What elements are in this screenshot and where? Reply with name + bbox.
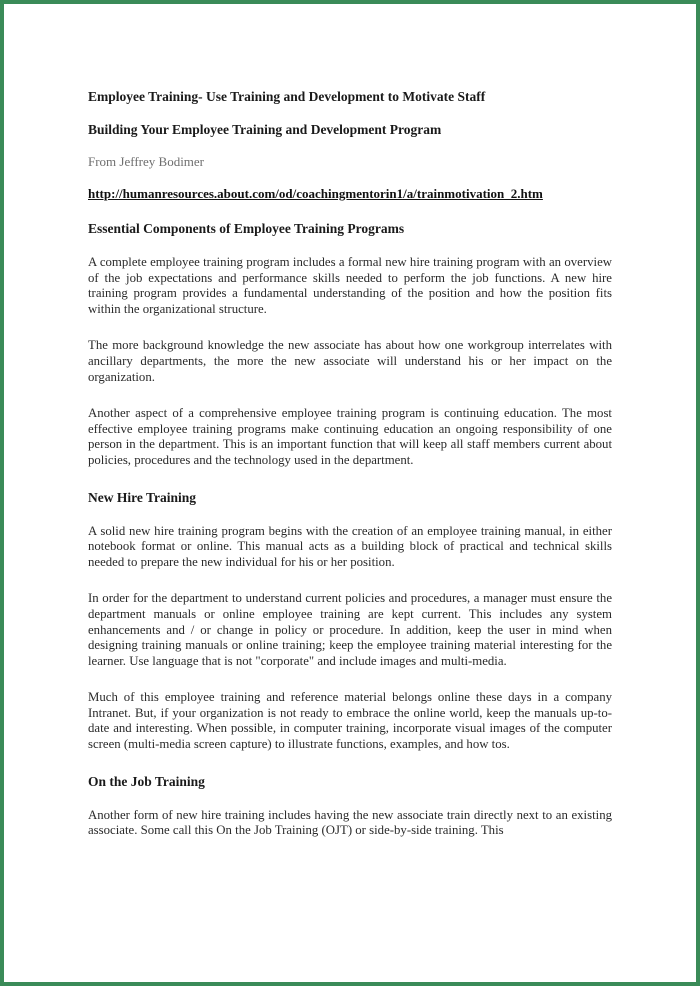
paragraph: Another aspect of a comprehensive employee training program is continuing education. The most effective employee training programs make continuing education an ongoing responsibility of one person in the department. This is an important function that will keep all staff members current about policies, procedures and the technology used in the department. [88, 406, 612, 467]
paragraph: Another form of new hire training includes having the new associate train directly next to an existing associate. Some call this On the Job Training (OJT) or side-by-side training. This [88, 807, 612, 838]
paragraph: The more background knowledge the new associate has about how one workgroup interrelates with ancillary departments, the more the new associate will understand his or her impact on the organization. [88, 338, 612, 384]
section-heading: On the Job Training [88, 773, 205, 789]
section-new-hire-training [88, 490, 612, 753]
section-essential-components [88, 221, 612, 469]
document-title: Employee Training- Use Training and Development to Motivate Staff [88, 89, 486, 104]
paragraph: In order for the department to understand current policies and procedures, a manager must ensure the department manuals or online employee training are kept current. This includes any system enhancements and / or change in policy or procedure. In addition, keep the user in mind when designing training manuals or online training; keep the employee training material interesting for the learner. Use language that is not "corporate" and include images and multi-media. [88, 591, 612, 668]
section-heading: New Hire Training [88, 489, 196, 505]
source-link[interactable]: http://humanresources.about.com/od/coachingmentorin1/a/trainmotivation_2.htm [88, 186, 543, 201]
document-subtitle: Building Your Employee Training and Development Program [88, 122, 442, 137]
document-page [4, 4, 696, 982]
document-author: From Jeffrey Bodimer [88, 154, 205, 169]
paragraph: Much of this employee training and reference material belongs online these days in a company Intranet. But, if your organization is not ready to embrace the online world, keep the manuals up-to-date and interesting. When possible, in computer training, incorporate visual images of the computer screen (multi-media screen capture) to illustrate functions, examples, and how tos. [88, 690, 612, 752]
paragraph: A complete employee training program includes a formal new hire training program with an overview of the job expectations and performance skills needed to perform the job functions. A new hire training program provides a fundamental understanding of the position and how the position fits within the organizational structure. [88, 255, 612, 316]
section-on-the-job-training [88, 774, 612, 839]
paragraph: A solid new hire training program begins with the creation of an employee training manual, in either notebook format or online. This manual acts as a building block of practical and technical skills needed to prepare the new individual for his or her position. [88, 523, 612, 569]
section-heading: Essential Components of Employee Training Programs [88, 221, 405, 236]
